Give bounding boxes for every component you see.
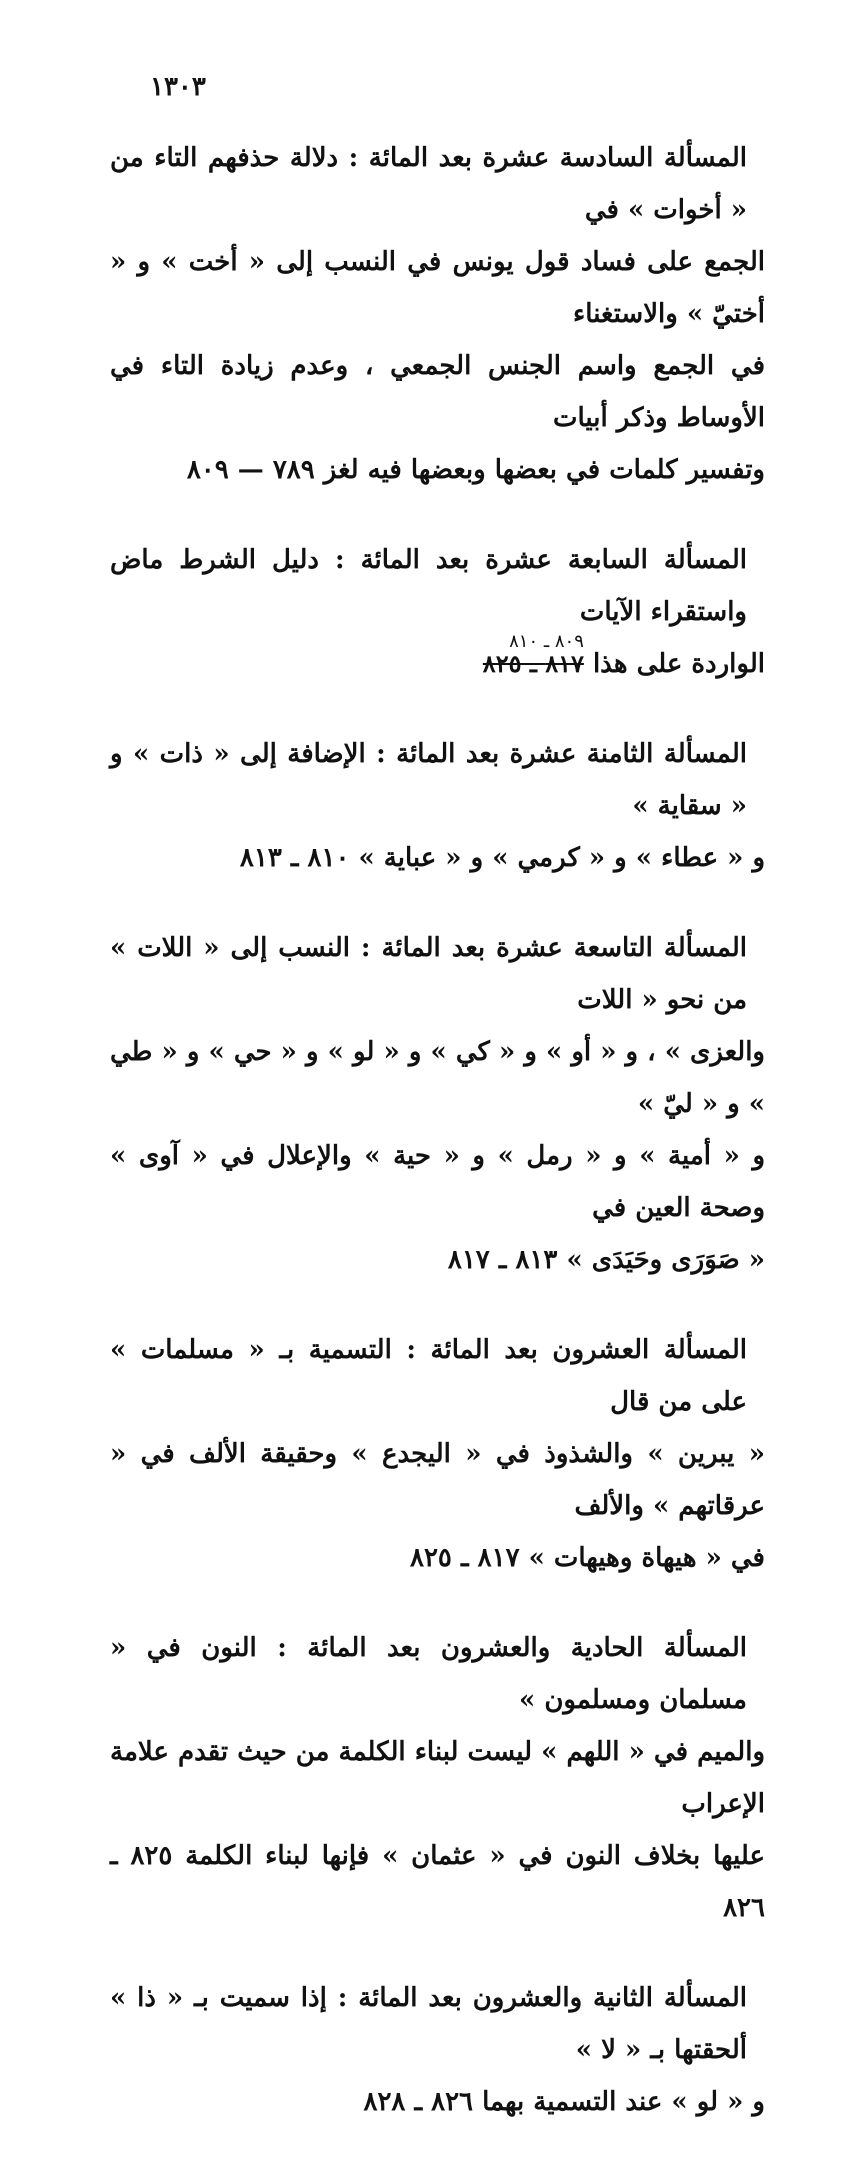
entry-line: « يبرين » والشذوذ في « اليجدع » وحقيقة الألف في « عرقاتهم » والألف	[110, 1439, 765, 1521]
entry-line: و « أمية » و « رمل » و « حية » والإعلال في « آوى » وصحة العين في	[110, 1141, 765, 1223]
toc-entry	[110, 1622, 765, 1934]
toc-entry	[110, 1324, 765, 1584]
entry-line: و « لو » عند التسمية بهما ٨٢٦ ـ ٨٢٨	[363, 2087, 765, 2117]
entry-line: المسألة التاسعة عشرة بعد المائة : النسب إلى « اللات » من نحو « اللات	[110, 933, 747, 1015]
entry-line: عليها بخلاف النون في « عثمان » فإنها لبناء الكلمة ٨٢٥ ـ ٨٢٦	[110, 1841, 766, 1923]
entry-line: والعزى » ، و « أو » و « كي » و « لو » و « حي » و « طي » و « ليّ »	[110, 1037, 765, 1119]
page-number: ١٣٠٣	[150, 72, 206, 102]
entry-line: « صَوَرَى وحَيَدَى » ٨١٣ ـ ٨١٧	[447, 1245, 765, 1275]
entry-line: المسألة الثامنة عشرة بعد المائة : الإضافة إلى « ذات » و « سقاية »	[110, 739, 747, 821]
toc-entry	[110, 534, 765, 690]
toc-entry	[110, 132, 765, 496]
toc-entry	[110, 922, 765, 1286]
entry-line: الجمع على فساد قول يونس في النسب إلى « أخت » و « أختيّ » والاستغناء	[110, 247, 765, 329]
entry-line: في « هيهاة وهيهات » ٨١٧ ـ ٨٢٥	[410, 1543, 765, 1573]
entry-line: في الجمع واسم الجنس الجمعي ، وعدم زيادة التاء في الأوساط وذكر أبيات	[110, 351, 765, 433]
handwritten-correction	[482, 631, 584, 690]
entry-line: المسألة الحادية والعشرون بعد المائة : النون في « مسلمان ومسلمون »	[110, 1633, 747, 1715]
toc-entry	[110, 728, 765, 884]
entry-line: المسألة الثانية والعشرون بعد المائة : إذا سميت بـ « ذا » ألحقتها بـ « لا »	[110, 1983, 747, 2065]
entry-line: المسألة السادسة عشرة بعد المائة : دلالة حذفهم التاء من « أخوات » في	[110, 143, 747, 225]
entry-line: المسألة العشرون بعد المائة : التسمية بـ « مسلمات » على من قال	[110, 1335, 747, 1417]
toc-entry	[110, 1972, 765, 2128]
struck-pages: ٨١٧ ـ ٨٢٥	[482, 649, 584, 678]
entry-line: و « عطاء » و « كرمي » و « عباية » ٨١٠ ـ ٨١٣	[239, 843, 765, 873]
entry-line: المسألة السابعة عشرة بعد المائة : دليل الشرط ماض واستقراء الآيات	[110, 545, 747, 627]
handwritten-pages: ٨٠٩ ـ ٨١٠	[509, 631, 584, 652]
entry-text: الواردة على هذا	[592, 649, 765, 679]
table-of-contents	[110, 132, 765, 2166]
entry-line: وتفسير كلمات في بعضها وبعضها فيه لغز ٧٨٩ — ٨٠٩	[186, 455, 765, 485]
entry-line	[110, 631, 765, 690]
entry-line: والميم في « اللهم » ليست لبناء الكلمة من حيث تقدم علامة الإعراب	[110, 1737, 765, 1819]
